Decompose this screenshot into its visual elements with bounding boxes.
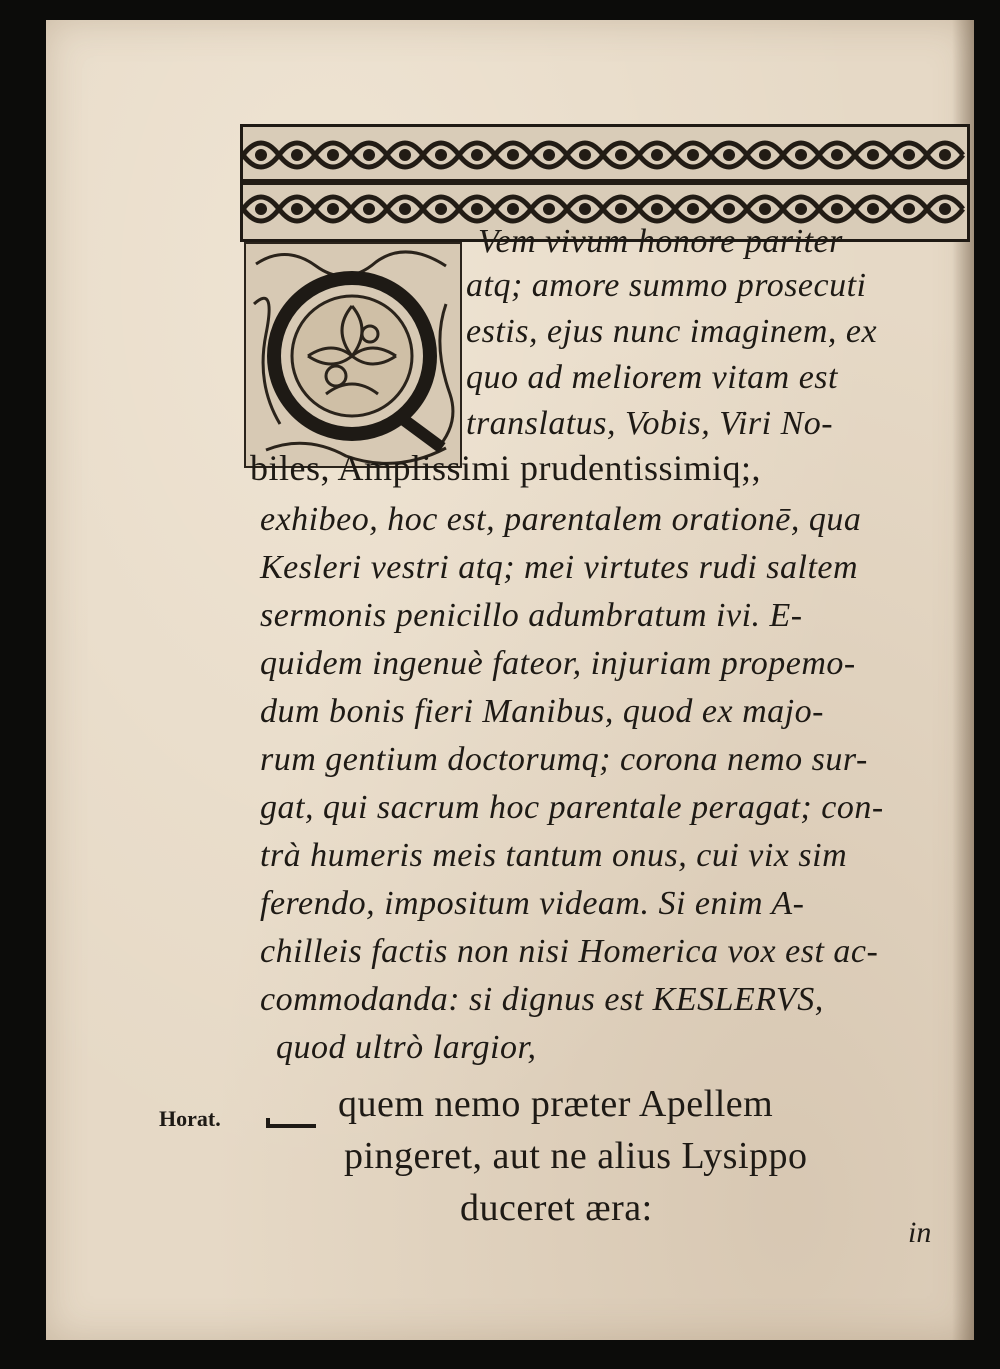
text-line-9: sermonis penicillo adumbratum ivi. E- bbox=[260, 597, 803, 634]
quote-line-3: duceret æra: bbox=[460, 1187, 653, 1229]
text-line-17: commodanda: si dignus est KESLERVS, bbox=[260, 981, 824, 1018]
text-line-16: chilleis factis non nisi Homerica vox est ac- bbox=[260, 933, 879, 970]
text-line-13: gat, qui sacrum hoc parentale peragat; con- bbox=[260, 789, 884, 826]
catchword: in bbox=[908, 1216, 932, 1249]
text-line-15: ferendo, impositum videam. Si enim A- bbox=[260, 885, 805, 922]
text-line-2: atq; amore summo prosecuti bbox=[466, 267, 867, 304]
text-line-12: rum gentium doctorumq; corona nemo sur- bbox=[260, 741, 868, 778]
text-line-4: quo ad meliorem vitam est bbox=[466, 359, 838, 396]
text-line-7: exhibeo, hoc est, parentalem orationē, qua bbox=[260, 501, 862, 538]
quote-line-1: quem nemo præter Apellem bbox=[338, 1083, 774, 1125]
text-line-14: trà humeris meis tantum onus, cui vix sim bbox=[260, 837, 848, 874]
text-line-11: dum bonis fieri Manibus, quod ex majo- bbox=[260, 693, 824, 730]
text-line-3: estis, ejus nunc imaginem, ex bbox=[466, 313, 878, 350]
text-line-1: Vem vivum honore pariter bbox=[478, 223, 843, 260]
decorated-initial-q bbox=[244, 242, 462, 468]
margin-note: Horat. bbox=[159, 1106, 221, 1131]
quote-dash bbox=[268, 1124, 316, 1128]
text-line-5: translatus, Vobis, Viri No- bbox=[466, 405, 834, 442]
book-page bbox=[46, 20, 974, 1340]
text-line-8: Kesleri vestri atq; mei virtutes rudi saltem bbox=[260, 549, 859, 586]
quote-line-2: pingeret, aut ne alius Lysippo bbox=[344, 1135, 808, 1177]
text-line-10: quidem ingenuè fateor, injuriam propemo- bbox=[260, 645, 856, 682]
text-line-18: quod ultrò largior, bbox=[276, 1029, 537, 1066]
text-line-6: biles, Amplissimi prudentissimiq;, bbox=[250, 448, 762, 488]
